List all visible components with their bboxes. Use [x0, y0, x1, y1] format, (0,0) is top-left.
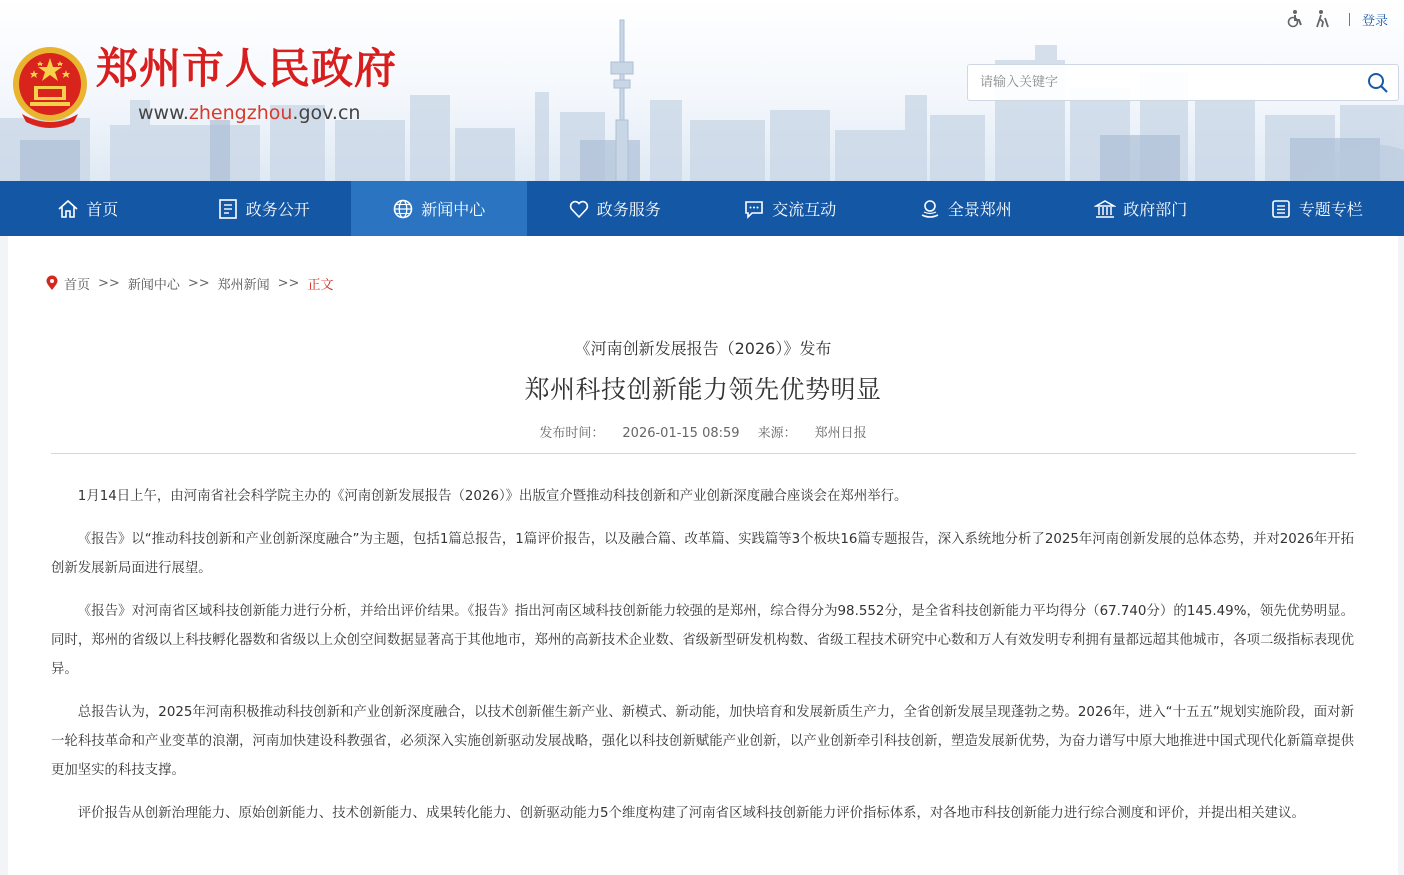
article-title: 郑州科技创新能力领先优势明显: [524, 375, 882, 404]
nav-item-label: 首页: [86, 200, 119, 219]
site-name: 郑州市人民政府: [96, 44, 398, 93]
chat-icon: [743, 198, 765, 220]
breadcrumb-separator: >>: [277, 275, 300, 291]
search-box: [967, 64, 1399, 101]
location-pin-icon: [45, 275, 59, 291]
article-container: [8, 236, 1398, 875]
top-tools: [1285, 8, 1388, 30]
publish-time-value: 2026-01-15 08:59: [622, 426, 740, 441]
wheelchair-icon[interactable]: [1285, 9, 1305, 29]
site-url-suffix: .gov.cn: [292, 102, 361, 124]
nav-item-label: 交流互动: [772, 200, 837, 219]
main-nav: [0, 181, 1404, 236]
nav-item-government-services[interactable]: [527, 181, 703, 236]
nav-item-label: 政务服务: [596, 200, 661, 219]
nav-item-label: 政务公开: [245, 200, 310, 219]
site-header: [0, 0, 1404, 181]
article-paragraph: 《报告》对河南省区域科技创新能力进行分析，并给出评价结果。《报告》指出河南区域科技创新能力较强的是郑州，综合得分为98.552分，是全省科技创新能力平均得分（67.740分）的145.49%，领先优势明显。同时，郑州的省级以上科技孵化器数和省级以上众创空间数据显著高于其他地市，郑州的高新技术企业数、省级新型研发机构数、省级工程技术研究中心数和万人有效发明专利拥有量都远超其他城市，各项二级指标表现优异。: [51, 604, 1354, 677]
breadcrumb-separator: >>: [98, 275, 120, 291]
article-paragraph: 评价报告从创新治理能力、原始创新能力、技术创新能力、成果转化能力、创新驱动能力5个维度构建了河南省区域科技创新能力评价指标体系，对各地市科技创新能力进行综合测度和评价，并提出相关建议。: [77, 806, 1305, 821]
home-icon: [57, 198, 79, 220]
nav-item-label: 新闻中心: [421, 200, 486, 219]
publish-time: [539, 426, 739, 441]
site-url: [138, 104, 360, 123]
nav-item-label: 全景郑州: [947, 200, 1012, 219]
site-url-prefix: www.: [138, 102, 189, 124]
article-paragraph: 1月14日上午，由河南省社会科学院主办的《河南创新发展报告（2026）》出版宣介暨推动科技创新和产业创新深度融合座谈会在郑州举行。: [77, 489, 908, 504]
elderly-icon[interactable]: [1313, 9, 1333, 29]
search-icon[interactable]: [1366, 71, 1390, 95]
article-body: [51, 482, 1354, 842]
search-input[interactable]: [968, 65, 1348, 100]
article-paragraph: 《报告》以“推动科技创新和产业创新深度融合”为主题，包括1篇总报告，1篇评价报告，以及融合篇、改革篇、实践篇等3个板块16篇专题报告，深入系统地分析了2025年河南创新发展的总体态势，并对2026年开拓创新发展新局面进行展望。: [51, 532, 1355, 576]
heart-icon: [568, 198, 590, 220]
nav-item-label: 政府部门: [1123, 200, 1188, 219]
nav-item-interaction[interactable]: [702, 181, 878, 236]
nav-item-departments[interactable]: [1053, 181, 1229, 236]
publish-time-label: 发布时间：: [539, 426, 605, 441]
breadcrumb-zhengzhou-news[interactable]: 郑州新闻: [217, 277, 270, 293]
article-paragraph: 总报告认为，2025年河南积极推动科技创新和产业创新深度融合，以技术创新催生新产业、新模式、新动能，加快培育和发展新质生产力，全省创新发展呈现蓬勃之势。2026年，进入“十五五”规划实施阶段，面对新一轮科技革命和产业变革的浪潮，河南加快建设科教强省，必须深入实施创新驱动发展战略，强化以科技创新赋能产业创新，以产业创新牵引科技创新，塑造发展新优势，为奋力谱写中原大地推进中国式现代化新篇章提供更加坚实的科技支撑。: [51, 705, 1354, 778]
globe-icon: [392, 198, 414, 220]
source-value: 郑州日报: [814, 426, 867, 441]
nav-item-home[interactable]: [0, 181, 176, 236]
breadcrumb-home[interactable]: 首页: [64, 277, 91, 293]
topics-icon: [1270, 198, 1292, 220]
nav-item-panorama[interactable]: [878, 181, 1054, 236]
site-url-highlight: zhengzhou: [188, 102, 293, 124]
title-divider: [51, 453, 1356, 454]
panorama-icon: [919, 198, 941, 220]
document-icon: [217, 198, 239, 220]
building-icon: [1094, 198, 1116, 220]
article-source: [758, 426, 867, 441]
breadcrumb-current: 正文: [307, 277, 334, 293]
article-meta: [8, 422, 1398, 441]
breadcrumb-news-center[interactable]: 新闻中心: [127, 277, 180, 293]
nav-item-news-center[interactable]: [351, 181, 527, 236]
top-tools-separator: [1349, 13, 1350, 26]
source-label: 来源：: [757, 426, 797, 441]
breadcrumb-separator: >>: [187, 275, 210, 291]
nav-item-topics[interactable]: [1229, 181, 1404, 236]
article-subtitle: 《河南创新发展报告（2026）》发布: [574, 339, 832, 358]
national-emblem-icon: [10, 44, 90, 130]
breadcrumb: [45, 274, 333, 292]
login-link[interactable]: 登录: [1361, 13, 1388, 29]
nav-item-label: 专题专栏: [1298, 200, 1363, 219]
nav-item-government-affairs[interactable]: [176, 181, 352, 236]
